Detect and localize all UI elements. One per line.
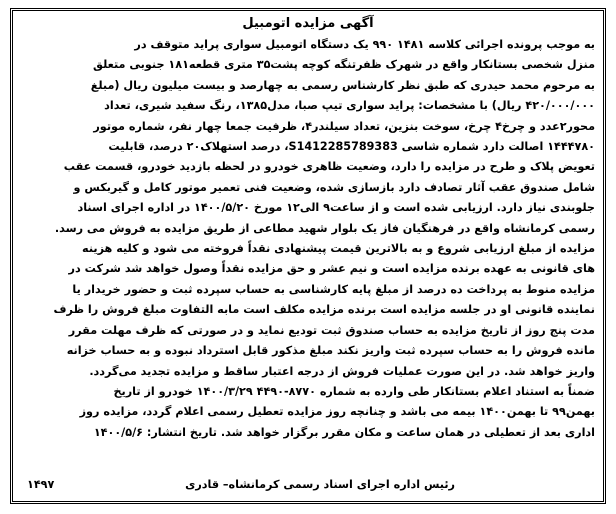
notice-line: به مرحوم محمد حیدری که طبق نظر کارشناس رسمی به چهارصد و بیست میلیون ریال (مبلغ [90,78,595,92]
notice-line: نماینده قانونی او در جلسه مزایده است برنده مزایده مکلف است مابه التفاوت مبلغ فروش را ظرف [53,303,595,317]
notice-line: به موجب پرونده اجرائی کلاسه ۱۴۸۱ ۹۹۰ یک دستگاه اتومبیل سواری پراید متوقف در [134,38,595,51]
notice-line: اداری بعد از تعطیلی در همان ساعت و مکان مقرر برگزار خواهد شد. تاریخ انتشار: ۱۴۰۰/۵/۶ [93,425,595,439]
notice-line: بهمن۹۹ تا بهمن۱۴۰۰ بیمه می باشد و چنانچه روز مزایده تعطیل رسمی اعلام گردد، مزایده روز [79,405,595,419]
notice-line: مزایده منوط به پرداخت ده درصد از مبلغ پایه کارشناسی به حساب سپرده ثبت و حضور خریدار یا [72,282,595,296]
notice-line: مانده فروش را به حساب سپرده ثبت واریز نکند مبلغ مذکور قابل استرداد نبوده و به حساب خزانه [66,344,595,358]
notice-line: شامل صندوق عقب آثار تصادف دارد بازسازی شده، وضعیت فنی تعمیر موتور کامل و گیربکس و [73,180,595,194]
notice-line: مدت پنج روز از تاریخ مزایده به حساب صندوق ثبت تودیع نماید و در صورتی که ظرف مهلت مقرر [68,323,595,337]
notice-title: آگهی مزایده اتومبیل [242,16,374,31]
issuer-signature: رئیس اداره اجرای اسناد رسمی کرمانشاه– قادری [185,478,455,491]
notice-line: های قانونی به عهده برنده مزایده است و نیم عشر و حق مزایده نقداً وصول خواهد شد شرکت در [68,262,595,276]
notice-line: تعویض پلاک و طرح در مزایده را دارد، وضعیت ظاهری خودرو در لحظه بازدید خودرو، قسمت عقب [63,160,595,174]
notice-line: ۴۲۰/۰۰۰/۰۰۰ ریال) با مشخصات: پراید سواری تیپ صبا، مدل۱۳۸۵، رنگ سفید شیری، تعداد [104,99,595,113]
notice-code: ۱۴۹۷ [27,478,55,491]
notice-line: مزایده از مبلغ ارزیابی شروع و به بالاترین قیمت پیشنهادی نقداً فروخته می شود و کلیه هزینه [82,242,595,256]
auction-notice [10,8,606,504]
notice-body [21,35,595,443]
notice-footer [21,475,595,495]
notice-line: رسمی کرمانشاه واقع در فرهنگیان فاز یک بلوار شهید مطاعی از طریق مزایده به فروش می رسد. [54,221,595,235]
notice-line: ضمناً به استناد اعلام بستانکار طی وارده به شماره ۸۷۷۰-۴۴۹۰ ۱۴۰۰/۳/۲۹ خودرو از تاریخ [113,384,595,398]
notice-line: ۱۴۴۴۷۸۰ اصالت دارد شماره شاسی S1412285789383، درصد استهلاک۲۰ درصد، قابلیت [108,140,595,154]
notice-line: واریز خواهد شد. در این صورت عملیات فروش از درجه اعتبار ساقط و مزایده تجدید می‌گردد. [89,364,595,378]
notice-line: جلوبندی نیاز دارد. ارزیابی شده است و از ساعت۹ الی۱۲ مورخ ۱۴۰۰/۵/۲۰ در اداره اجرای اسناد [77,201,595,215]
notice-line: محور۲عدد و چرخ۴ چرخ، سوخت بنزین، تعداد سیلندر۴، ظرفیت جمعا چهار نفر، شماره موتور [93,119,595,133]
notice-line: منزل شخصی بستانکار واقع در شهرک ظفرتنگه کوچه پشت۳۵ متری قطعه۱۸۱ جنوبی متعلق [93,58,595,72]
